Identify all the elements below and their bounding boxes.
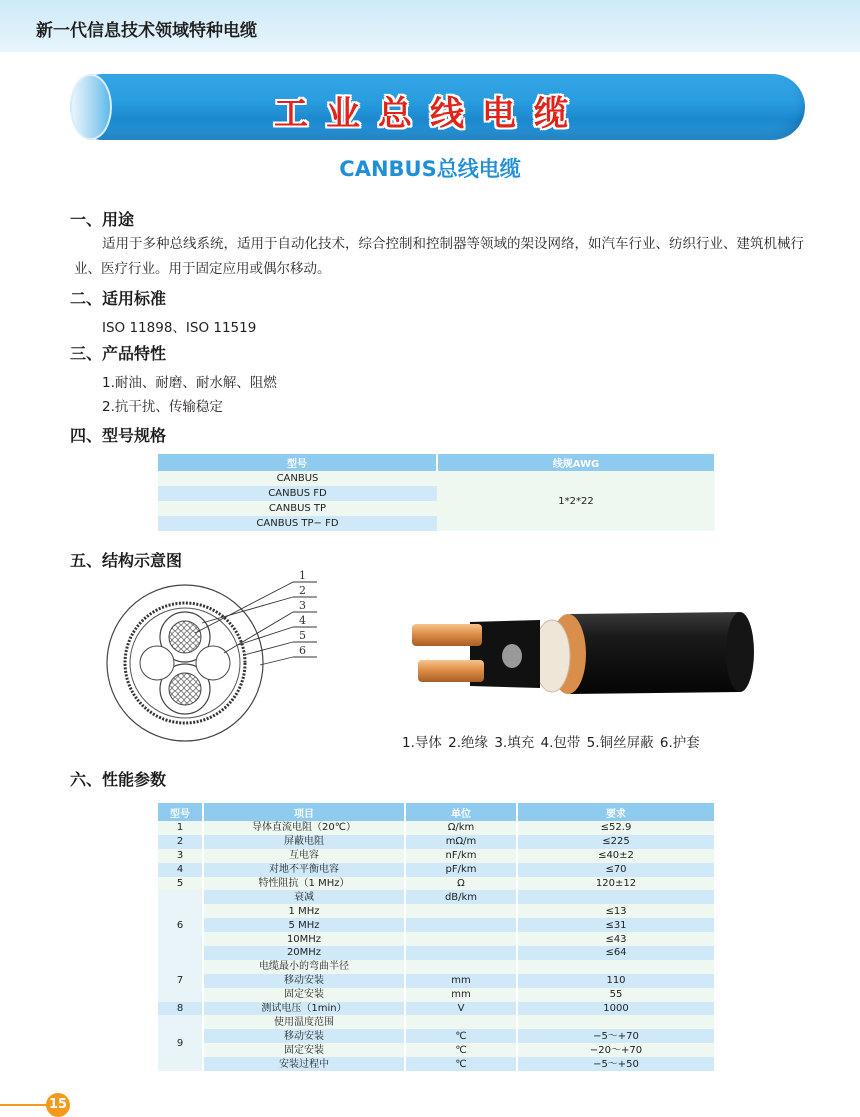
perf-unit-cell: ℃ (405, 1057, 517, 1071)
table-row (158, 890, 715, 904)
perf-header: 项目 (203, 803, 405, 821)
perf-item-cell: 使用温度范围 (203, 1015, 405, 1029)
perf-requirement-cell: 55 (517, 988, 715, 1002)
table-row (158, 974, 715, 988)
perf-unit-cell (405, 932, 517, 946)
perf-unit-cell (405, 946, 517, 960)
spec-table (158, 454, 716, 531)
jacket-end (726, 612, 754, 692)
perf-item-cell: 电缆最小的弯曲半径 (203, 960, 405, 974)
perf-item-cell: 互电容 (203, 849, 405, 863)
performance-table (158, 803, 716, 1071)
spec-header-awg: 线规AWG (437, 454, 715, 471)
spec-model-cell: CANBUS TP (158, 501, 437, 516)
perf-item-cell: 特性阻抗（1 MHz） (203, 877, 405, 891)
perf-unit-cell (405, 1015, 517, 1029)
perf-requirement-cell: 120±12 (517, 877, 715, 891)
perf-requirement-cell: ≤70 (517, 863, 715, 877)
table-row (158, 918, 715, 932)
perf-item-cell: 10MHz (203, 932, 405, 946)
table-row (158, 904, 715, 918)
perf-unit-cell: Ω/km (405, 821, 517, 835)
perf-model-cell: 9 (158, 1015, 203, 1071)
perf-item-cell: 20MHz (203, 946, 405, 960)
perf-item-cell: 屏蔽电阻 (203, 835, 405, 849)
perf-model-cell: 7 (158, 960, 203, 1002)
perf-requirement-cell: ≤225 (517, 835, 715, 849)
perf-requirement-cell: 110 (517, 974, 715, 988)
heading-performance: 六、性能参数 (70, 770, 167, 789)
page-number: 15 (46, 1093, 70, 1117)
conductor-strand (418, 660, 484, 682)
diagram-label: 4 (299, 614, 306, 627)
perf-requirement-cell (517, 890, 715, 904)
cable-jacket (570, 612, 749, 694)
table-row (158, 932, 715, 946)
feature-item: 1.耐油、耐磨、耐水解、阻燃 (102, 375, 277, 391)
perf-item-cell: 安装过程中 (203, 1057, 405, 1071)
diagram-label: 5 (299, 629, 306, 642)
spec-model-cell: CANBUS (158, 471, 437, 486)
perf-header: 要求 (517, 803, 715, 821)
heading-usage: 一、用途 (70, 210, 135, 229)
perf-model-cell: 6 (158, 890, 203, 959)
perf-item-cell: 1 MHz (203, 904, 405, 918)
conductor-strand (412, 624, 482, 646)
perf-unit-cell (405, 904, 517, 918)
perf-unit-cell (405, 918, 517, 932)
perf-requirement-cell: ≤40±2 (517, 849, 715, 863)
table-row (158, 849, 715, 863)
perf-requirement-cell: 1000 (517, 1002, 715, 1016)
perf-requirement-cell: ≤31 (517, 918, 715, 932)
filler-right (196, 646, 230, 680)
perf-item-cell: 5 MHz (203, 918, 405, 932)
diagram-label: 1 (299, 569, 306, 582)
perf-unit-cell (405, 960, 517, 974)
diagram-label: 3 (299, 599, 306, 612)
standard-text: ISO 11898、ISO 11519 (102, 320, 257, 336)
spec-header-model: 型号 (158, 454, 437, 471)
perf-unit-cell: mΩ/m (405, 835, 517, 849)
filler-left (140, 646, 174, 680)
perf-unit-cell: ℃ (405, 1029, 517, 1043)
perf-unit-cell: pF/km (405, 863, 517, 877)
table-row (158, 1043, 715, 1057)
table-row (158, 1015, 715, 1029)
table-row (158, 1029, 715, 1043)
perf-model-cell: 1 (158, 821, 203, 835)
perf-requirement-cell (517, 960, 715, 974)
perf-model-cell: 2 (158, 835, 203, 849)
heading-standard: 二、适用标准 (70, 289, 167, 308)
perf-item-cell: 移动安装 (203, 974, 405, 988)
perf-unit-cell: mm (405, 988, 517, 1002)
perf-item-cell: 测试电压（1min） (203, 1002, 405, 1016)
perf-requirement-cell: ≤43 (517, 932, 715, 946)
perf-requirement-cell: −5～+50 (517, 1057, 715, 1071)
banner-title: 工业总线电缆 (274, 94, 586, 134)
table-row (158, 863, 715, 877)
product-title: CANBUS总线电缆 (339, 157, 521, 181)
feature-item: 2.抗干扰、传输稳定 (102, 399, 223, 415)
perf-model-cell: 4 (158, 863, 203, 877)
table-row (158, 946, 715, 960)
structure-legend: 1.导体 2.绝缘 3.填充 4.包带 5.铜丝屏蔽 6.护套 (402, 735, 700, 751)
perf-requirement-cell: −5～+70 (517, 1029, 715, 1043)
perf-item-cell: 导体直流电阻（20℃） (203, 821, 405, 835)
usage-text: 适用于多种总线系统，适用于自动化技术，综合控制和控制器等领域的架设网络，如汽车行业、纺织行业、建筑机械行业、医疗行业。用于固定应用或偶尔移动。 (74, 236, 804, 277)
perf-requirement-cell: ≤13 (517, 904, 715, 918)
perf-unit-cell: dB/km (405, 890, 517, 904)
table-row (158, 821, 715, 835)
heading-features: 三、产品特性 (70, 344, 167, 363)
spec-awg-cell: 1*2*22 (437, 471, 715, 531)
table-row (158, 1002, 715, 1016)
perf-unit-cell: nF/km (405, 849, 517, 863)
cable-photo (400, 600, 775, 700)
perf-requirement-cell (517, 1015, 715, 1029)
perf-model-cell: 8 (158, 1002, 203, 1016)
perf-header: 单位 (405, 803, 517, 821)
perf-requirement-cell: −20～+70 (517, 1043, 715, 1057)
perf-item-cell: 移动安装 (203, 1029, 405, 1043)
perf-unit-cell: V (405, 1002, 517, 1016)
perf-header: 型号 (158, 803, 203, 821)
perf-requirement-cell: ≤64 (517, 946, 715, 960)
table-row (158, 1057, 715, 1071)
diagram-label: 6 (299, 644, 306, 657)
perf-item-cell: 固定安装 (203, 988, 405, 1002)
filler (502, 644, 522, 668)
table-row (158, 835, 715, 849)
series-title: 新一代信息技术领域特种电缆 (36, 21, 257, 41)
spec-model-cell: CANBUS FD (158, 486, 437, 501)
perf-unit-cell: ℃ (405, 1043, 517, 1057)
perf-unit-cell: Ω (405, 877, 517, 891)
cross-section-diagram (100, 565, 330, 750)
spec-model-cell: CANBUS TP− FD (158, 516, 437, 531)
heading-structure: 五、结构示意图 (70, 551, 183, 570)
perf-model-cell: 5 (158, 877, 203, 891)
conductor-bottom (169, 673, 201, 705)
conductor-top (169, 621, 201, 653)
diagram-label: 2 (299, 584, 306, 597)
table-row (158, 877, 715, 891)
heading-models: 四、型号规格 (70, 426, 167, 445)
page-rule (0, 1104, 50, 1106)
table-row (158, 988, 715, 1002)
perf-item-cell: 固定安装 (203, 1043, 405, 1057)
perf-item-cell: 对地不平衡电容 (203, 863, 405, 877)
perf-model-cell: 3 (158, 849, 203, 863)
perf-requirement-cell: ≤52.9 (517, 821, 715, 835)
perf-item-cell: 衰减 (203, 890, 405, 904)
perf-unit-cell: mm (405, 974, 517, 988)
table-row (158, 960, 715, 974)
